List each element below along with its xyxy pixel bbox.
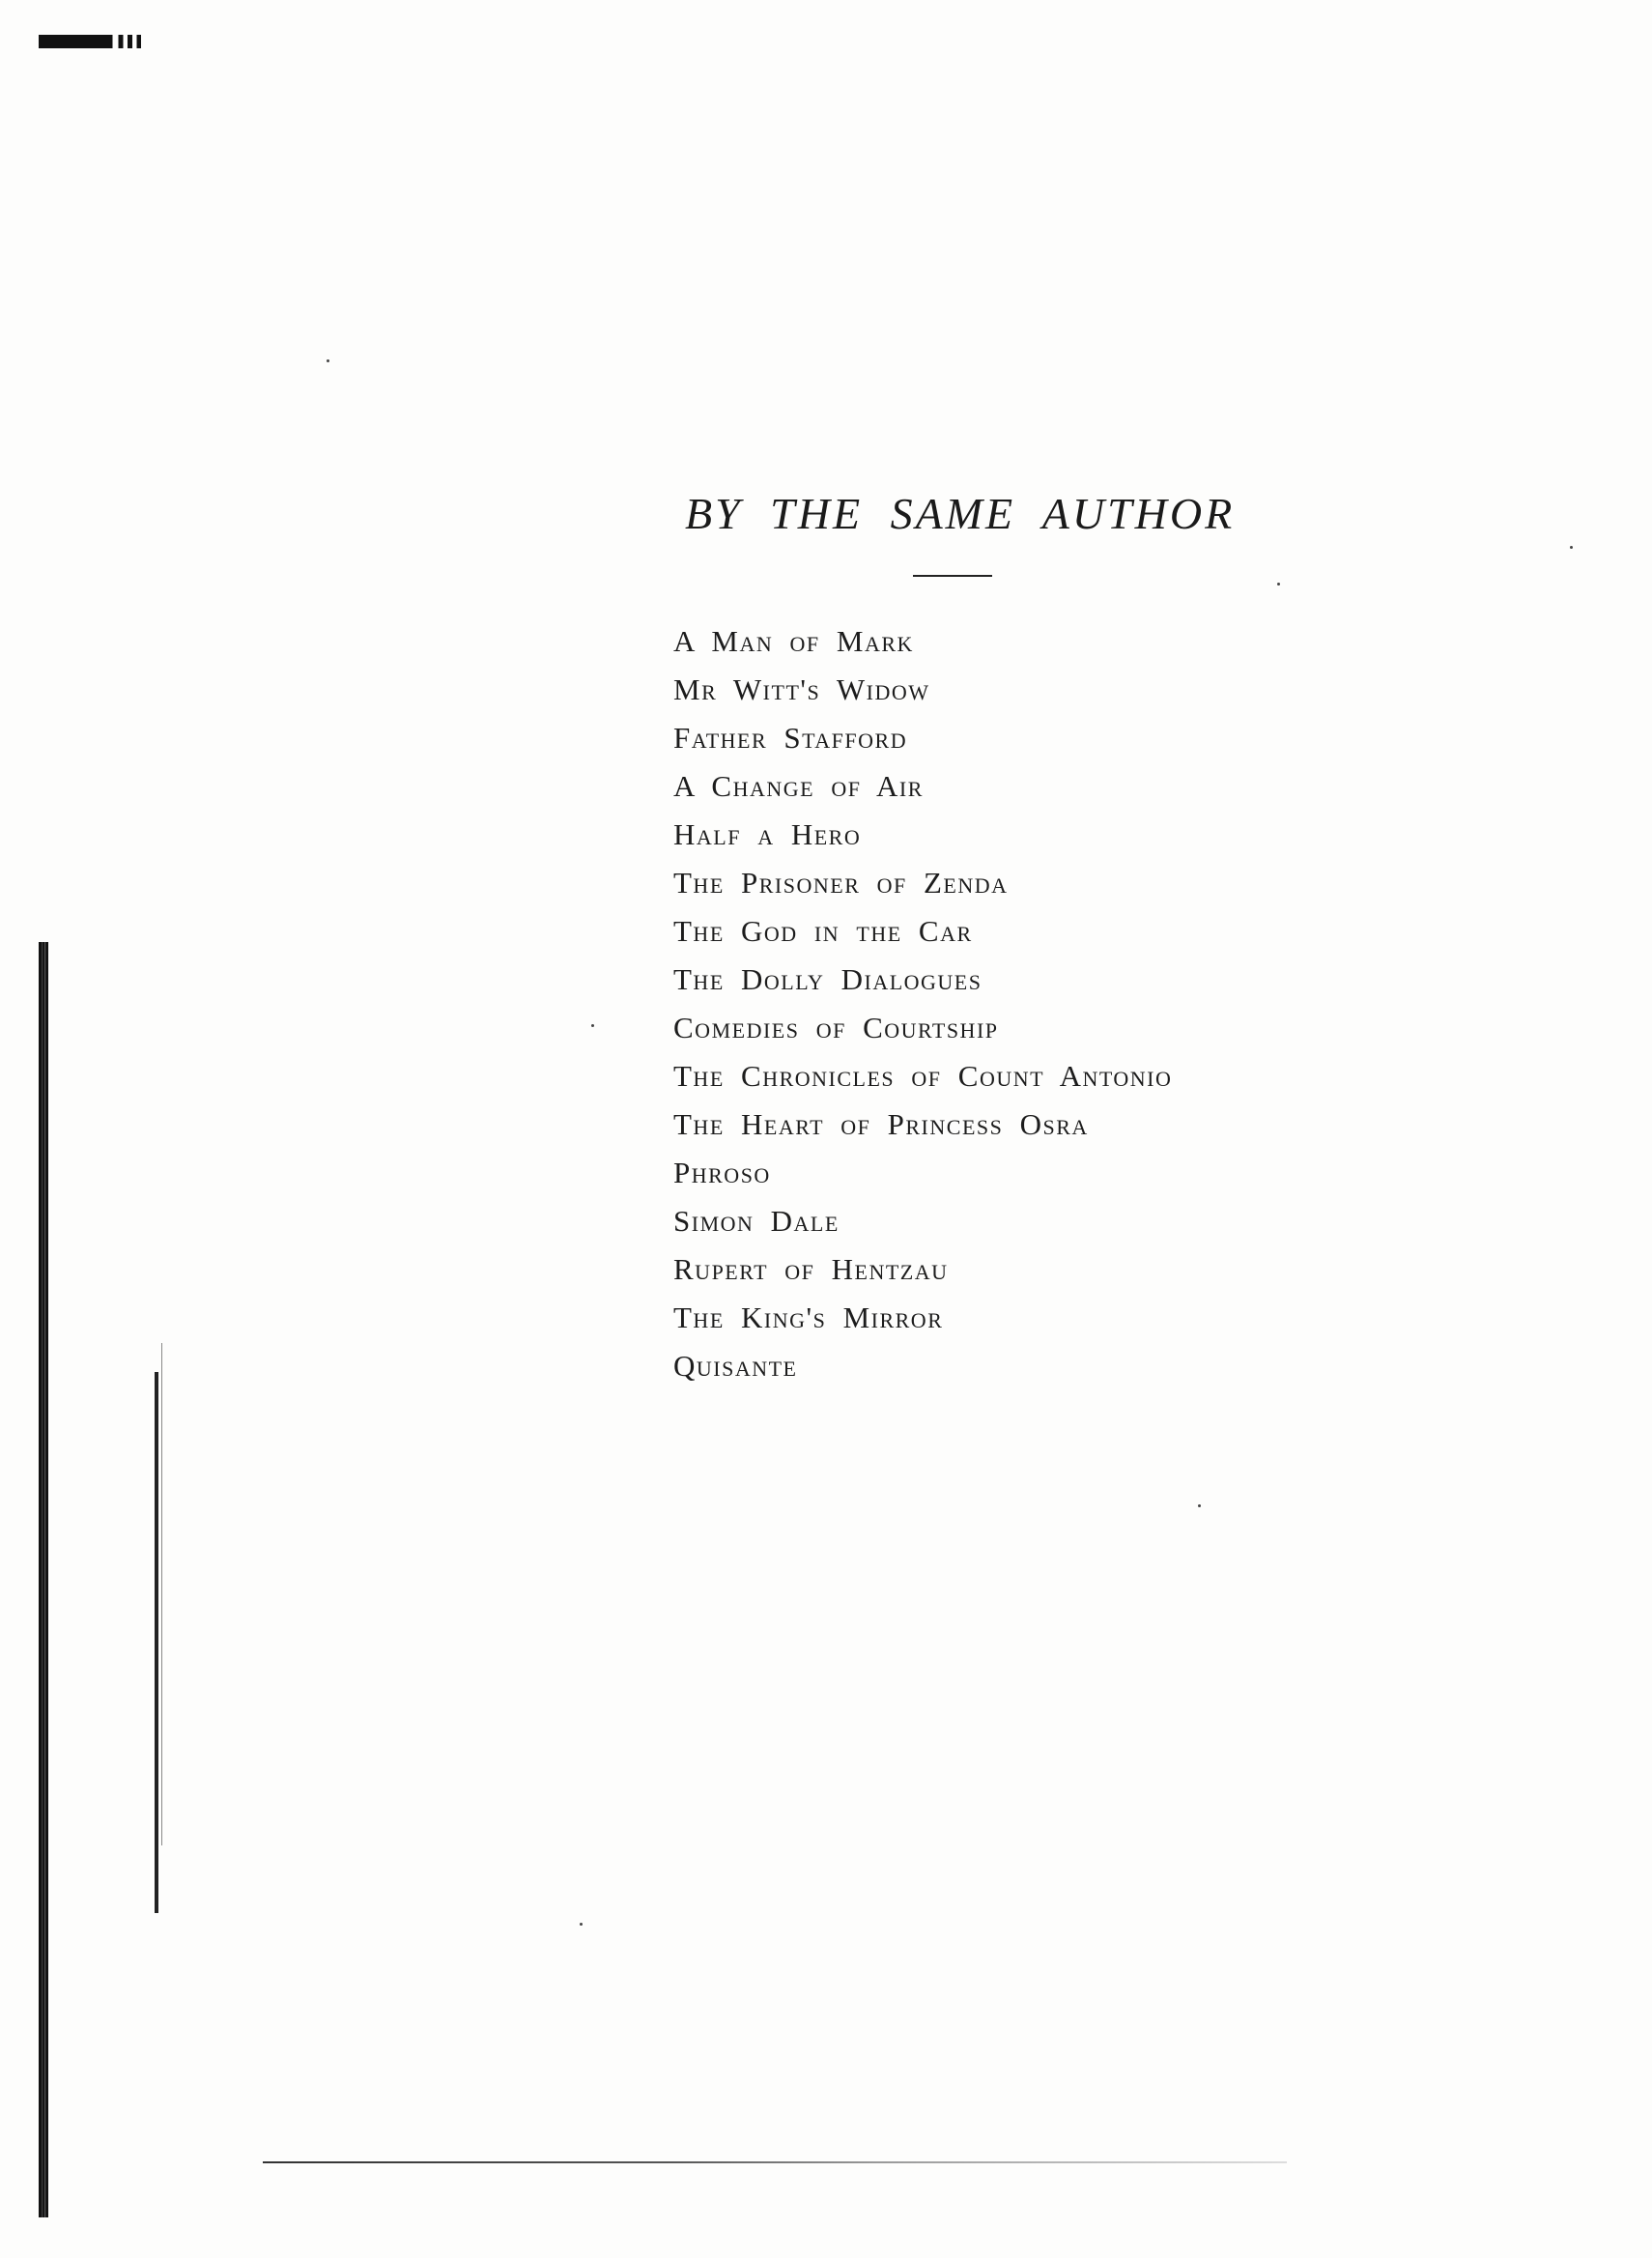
book-title: Mr Witt's Widow <box>673 672 930 706</box>
book-list-page <box>673 488 1543 1390</box>
scan-speck <box>591 1024 594 1027</box>
scan-corner-mark <box>39 35 153 48</box>
book-title: Quisante <box>673 1349 798 1383</box>
book-title: Rupert of Hentzau <box>673 1252 949 1286</box>
book-title: The Prisoner of Zenda <box>673 866 1009 900</box>
book-title: Simon Dale <box>673 1204 840 1238</box>
book-title: Phroso <box>673 1156 771 1189</box>
scan-speck <box>580 1923 583 1926</box>
scan-spine-line-faint <box>161 1343 162 1845</box>
page-heading: BY THE SAME AUTHOR <box>685 489 1236 538</box>
page-bottom-edge-line <box>263 2161 1287 2163</box>
book-title: The Chronicles of Count Antonio <box>673 1059 1173 1093</box>
book-title: The King's Mirror <box>673 1300 944 1334</box>
scan-speck <box>327 359 329 362</box>
book-title: Comedies of Courtship <box>673 1011 999 1044</box>
book-title-list <box>673 617 1543 1390</box>
book-title: A Man of Mark <box>673 624 914 658</box>
heading-divider <box>913 575 992 577</box>
book-title: Father Stafford <box>673 721 908 755</box>
book-title: The God in the Car <box>673 914 973 948</box>
book-title: The Dolly Dialogues <box>673 962 983 996</box>
book-title: A Change of Air <box>673 769 924 803</box>
scan-speck <box>1198 1504 1201 1507</box>
book-title: The Heart of Princess Osra <box>673 1107 1089 1141</box>
scan-spine-shadow <box>39 942 48 2217</box>
scan-speck <box>1570 546 1573 549</box>
scan-spine-line <box>155 1372 158 1913</box>
book-title: Half a Hero <box>673 817 862 851</box>
